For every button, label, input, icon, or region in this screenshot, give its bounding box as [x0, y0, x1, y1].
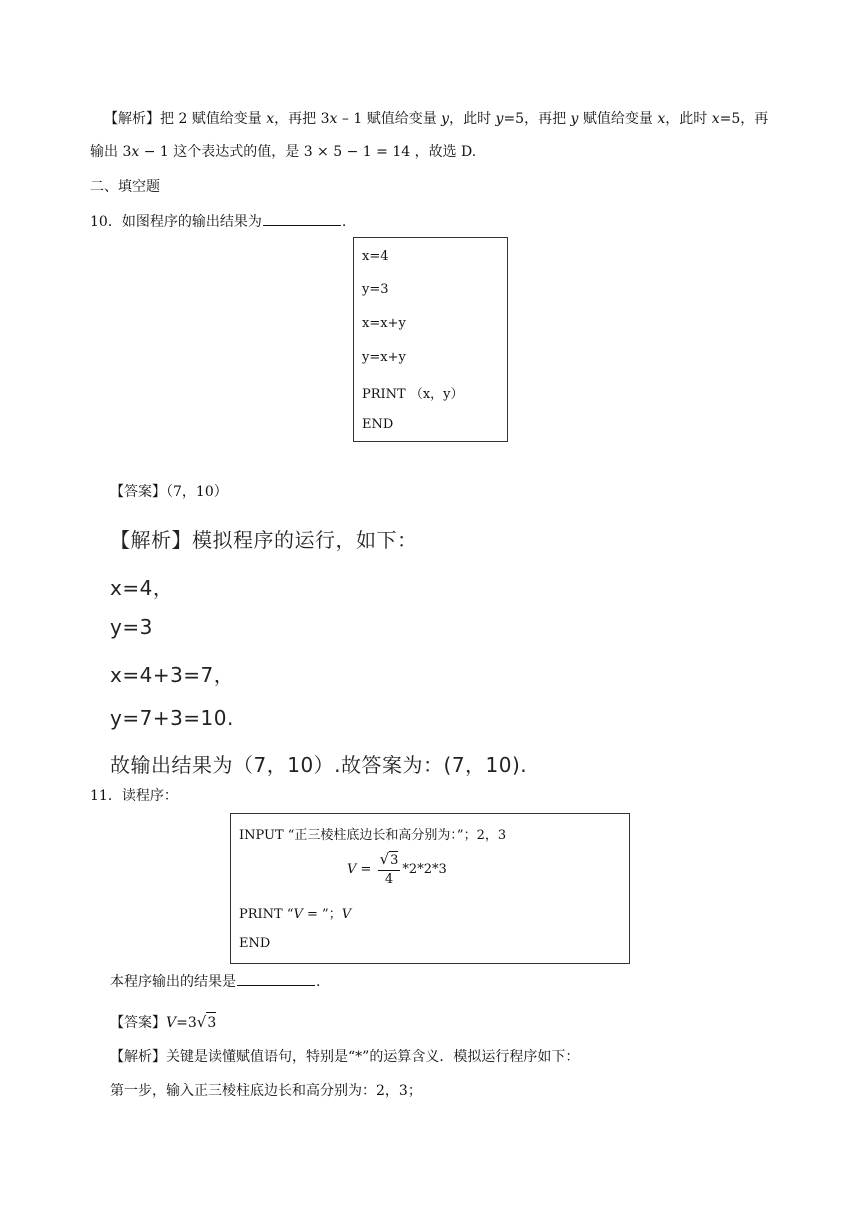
- text-segment: ，再把 3: [274, 111, 330, 127]
- var-x: x: [266, 111, 275, 127]
- code-line-print: [239, 903, 351, 922]
- sqrt-icon: √: [196, 1013, 207, 1031]
- text-segment: − 1 这个表达式的值，是 3 × 5 − 1 = 14 ，故选 D.: [139, 144, 477, 160]
- q10-analysis-step: x=4，: [110, 576, 174, 600]
- code-line: x=4: [362, 249, 389, 264]
- prev-analysis-line-2: [90, 142, 476, 162]
- code-line: x=x+y: [362, 316, 406, 331]
- q11-answer: [110, 1012, 216, 1033]
- code-line-end: END: [239, 936, 271, 951]
- answer-blank: [263, 211, 341, 226]
- q10-analysis-step: y=3: [110, 615, 153, 639]
- prev-analysis-line-1: [104, 109, 768, 129]
- var-x: x: [711, 111, 720, 127]
- text-segment: =5，再: [719, 111, 769, 127]
- var-x: x: [329, 111, 338, 127]
- text-segment: ，此时: [449, 111, 496, 127]
- section-heading: 二、填空题: [90, 179, 160, 195]
- formula-eq: =: [360, 862, 372, 877]
- text-segment: 赋值给变量: [578, 111, 658, 127]
- code-line: y=x+y: [362, 350, 406, 365]
- answer-label: 【答案】: [110, 1015, 166, 1031]
- print-suffix: = ”；: [302, 907, 342, 922]
- q10-analysis-conclusion: 故输出结果为（7，10）.故答案为：(7，10).: [110, 753, 528, 777]
- code-line: END: [362, 417, 394, 432]
- answer-var: V: [166, 1015, 177, 1031]
- var-x: x: [657, 111, 666, 127]
- q10-code-box: [353, 237, 508, 442]
- answer-eq: =3: [176, 1015, 197, 1031]
- radicand: 3: [390, 853, 399, 868]
- fraction-numerator: [378, 850, 401, 871]
- text-segment: =5，再把: [503, 111, 571, 127]
- var-y: y: [441, 111, 450, 127]
- code-line-formula: [347, 850, 447, 889]
- text-segment: ，此时: [665, 111, 712, 127]
- formula-fraction: [378, 850, 401, 889]
- q11-code-box: [230, 813, 630, 964]
- q10-analysis-heading: 【解析】模拟程序的运行，如下：: [110, 528, 418, 552]
- q10-question: [90, 211, 346, 232]
- fraction-denominator: 4: [384, 872, 394, 887]
- q10-analysis-step: x=4+3=7，: [110, 663, 235, 687]
- formula-tail: *2*2*3: [402, 862, 447, 877]
- answer-radicand: 3: [206, 1012, 216, 1033]
- q11-question2: [110, 971, 320, 992]
- text-segment: 【解析】把 2 赋值给变量: [104, 111, 267, 127]
- code-line-input: INPUT “正三棱柱底边长和高分别为：”；2，3: [239, 828, 507, 843]
- var-y: y: [495, 111, 504, 127]
- var-x: x: [131, 144, 140, 160]
- print-var: V: [293, 907, 303, 922]
- code-line: y=3: [362, 282, 389, 297]
- q10-analysis-step: y=7+3=10.: [110, 706, 234, 730]
- text-segment: 输出 3: [90, 144, 132, 160]
- q11-question2-end: .: [316, 974, 321, 990]
- q11-analysis-line-1: 【解析】关键是读懂赋值语句，特别是“*”的运算含义．模拟运行程序如下：: [110, 1049, 580, 1065]
- sqrt-icon: √: [379, 850, 390, 868]
- q10-answer: 【答案】（7，10）: [110, 484, 228, 500]
- answer-blank: [237, 971, 315, 986]
- q11-question: 11．读程序：: [90, 788, 178, 804]
- q11-analysis-line-2: 第一步，输入正三棱柱底边长和高分别为：2，3；: [110, 1083, 422, 1099]
- q11-question2-text: 本程序输出的结果是: [110, 974, 236, 990]
- var-y: y: [570, 111, 579, 127]
- q10-question-text: 10．如图程序的输出结果为: [90, 214, 262, 230]
- code-line: PRINT （x，y）: [362, 387, 464, 402]
- formula-lhs: V: [347, 862, 357, 877]
- print-tail: V: [341, 907, 352, 922]
- q10-question-end: .: [341, 214, 347, 230]
- print-prefix: PRINT “: [239, 907, 294, 922]
- text-segment: – 1 赋值给变量: [337, 111, 442, 127]
